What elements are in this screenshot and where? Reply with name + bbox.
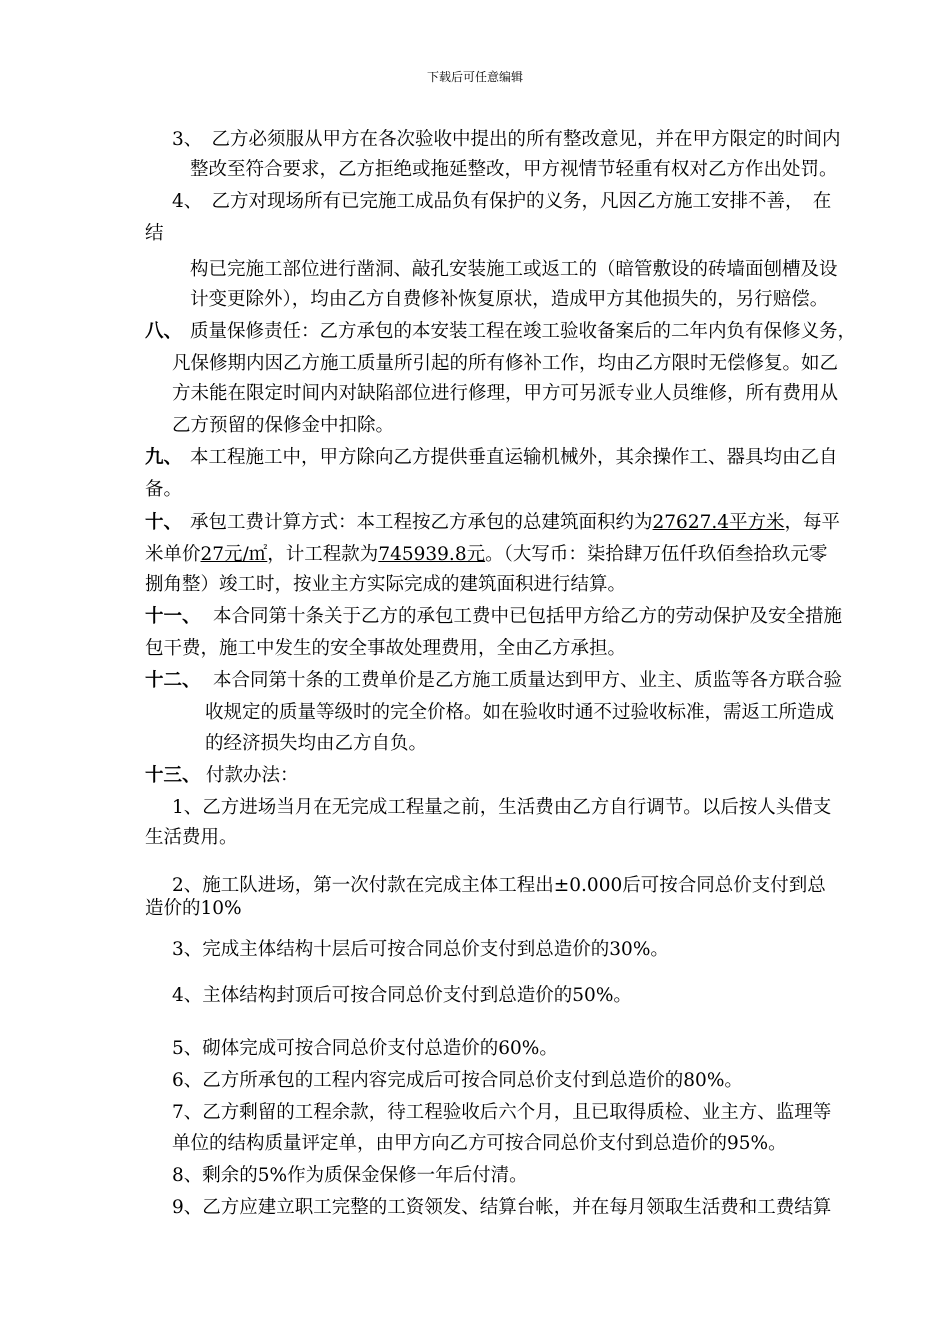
section-10-text-d: ，计工程款为 [267, 544, 379, 565]
payment-2-line-1: 2、施工队进场，第一次付款在完成主体工程出±0.000后可按合同总价支付到总 [172, 875, 826, 896]
section-13-number: 十三、 [145, 765, 201, 786]
payment-6: 6、乙方所承包的工程内容完成后可按合同总价支付到总造价的80%。 [172, 1070, 743, 1091]
payment-3: 3、完成主体结构十层后可按合同总价支付到总造价的30%。 [172, 939, 669, 960]
section-11-line-1: 本合同第十条关于乙方的承包工费中已包括甲方给乙方的劳动保护及安全措施 [213, 606, 843, 627]
payment-4: 4、主体结构封顶后可按合同总价支付到总造价的50%。 [172, 985, 632, 1006]
payment-8: 8、剩余的5%作为质保金保修一年后付清。 [172, 1165, 528, 1186]
section-8-number: 八、 [145, 321, 183, 342]
payment-7-line-2: 单位的结构质量评定单，由甲方向乙方可按合同总价支付到总造价的95%。 [172, 1133, 787, 1154]
section-12-number: 十二、 [145, 670, 201, 691]
section-9-number: 九、 [145, 447, 183, 468]
payment-5: 5、砌体完成可按合同总价支付总造价的60%。 [172, 1038, 558, 1059]
section-8-line-1: 质量保修责任：乙方承包的本安装工程在竣工验收备案后的二年内负有保修义务， [190, 321, 857, 342]
unit-price-value: 27元/㎡ [200, 544, 268, 565]
item-4-line-1: 4、 乙方对现场所有已完施工成品负有保护的义务，凡因乙方施工安排不善， 在 [172, 191, 832, 212]
section-11-line-2: 包干费，施工中发生的安全事故处理费用，全由乙方承担。 [145, 638, 627, 659]
section-12-line-2: 收规定的质量等级时的完全价格。如在验收时通不过验收标准，需返工所造成 [205, 702, 835, 723]
section-10-text-a: 承包工费计算方式：本工程按乙方承包的总建筑面积约为 [190, 512, 653, 533]
section-9-line-1: 本工程施工中，甲方除向乙方提供垂直运输机械外，其余操作工、器具均由乙自 [190, 447, 838, 468]
total-amount-value: 745939.8元 [378, 544, 486, 565]
item-4-line-2: 结 [145, 223, 164, 244]
section-8-line-2: 凡保修期内因乙方施工质量所引起的所有修补工作，均由乙方限时无偿修复。如乙 [172, 353, 839, 374]
section-10-text-e: 。（大写币：柒拾肆万伍仟玖佰叁拾玖元零 [485, 544, 828, 565]
section-10-line-3: 捌角整）竣工时，按业主方实际完成的建筑面积进行结算。 [145, 574, 627, 595]
item-3-line-1: 3、 乙方必须服从甲方在各次验收中提出的所有整改意见，并在甲方限定的时间内 [172, 129, 841, 150]
payment-2-line-2: 造价的10% [145, 898, 242, 919]
page-header: 下载后可任意编辑 [426, 70, 523, 84]
section-12-line-3: 的经济损失均由乙方自负。 [205, 733, 428, 754]
section-12-line-1: 本合同第十条的工费单价是乙方施工质量达到甲方、业主、质监等各方联合验 [213, 670, 843, 691]
payment-9-line-1: 9、乙方应建立职工完整的工资领发、结算台帐，并在每月领取生活费和工费结算 [172, 1197, 832, 1218]
area-value: 27627.4平方米 [652, 512, 785, 533]
payment-7-line-1: 7、乙方剩留的工程余款，待工程验收后六个月，且已取得质检、业主方、监理等 [172, 1102, 832, 1123]
section-10-line-2 [145, 543, 827, 567]
section-11-number: 十一、 [145, 606, 201, 627]
section-8-line-4: 乙方预留的保修金中扣除。 [172, 415, 395, 436]
section-10-text-b: ，每平 [784, 512, 841, 533]
payment-1-line-2: 生活费用。 [145, 827, 238, 848]
section-9-line-2: 备。 [145, 479, 183, 500]
section-10-number: 十、 [145, 512, 183, 533]
item-4-line-3: 构已完施工部位进行凿洞、敲孔安装施工或返工的（暗管敷设的砖墙面刨槽及设 [190, 259, 838, 280]
item-3-line-2: 整改至符合要求，乙方拒绝或拖延整改，甲方视情节轻重有权对乙方作出处罚。 [190, 159, 838, 180]
item-4-line-4: 计变更除外），均由乙方自费修补恢复原状，造成甲方其他损失的，另行赔偿。 [190, 289, 829, 310]
section-10-text-c: 米单价 [145, 544, 201, 565]
section-13-title: 付款办法： [206, 765, 299, 786]
payment-1-line-1: 1、乙方进场当月在无完成工程量之前，生活费由乙方自行调节。以后按人头借支 [172, 797, 832, 818]
section-10-line-1 [190, 511, 840, 535]
section-8-line-3: 方未能在限定时间内对缺陷部位进行修理，甲方可另派专业人员维修，所有费用从 [172, 383, 839, 404]
